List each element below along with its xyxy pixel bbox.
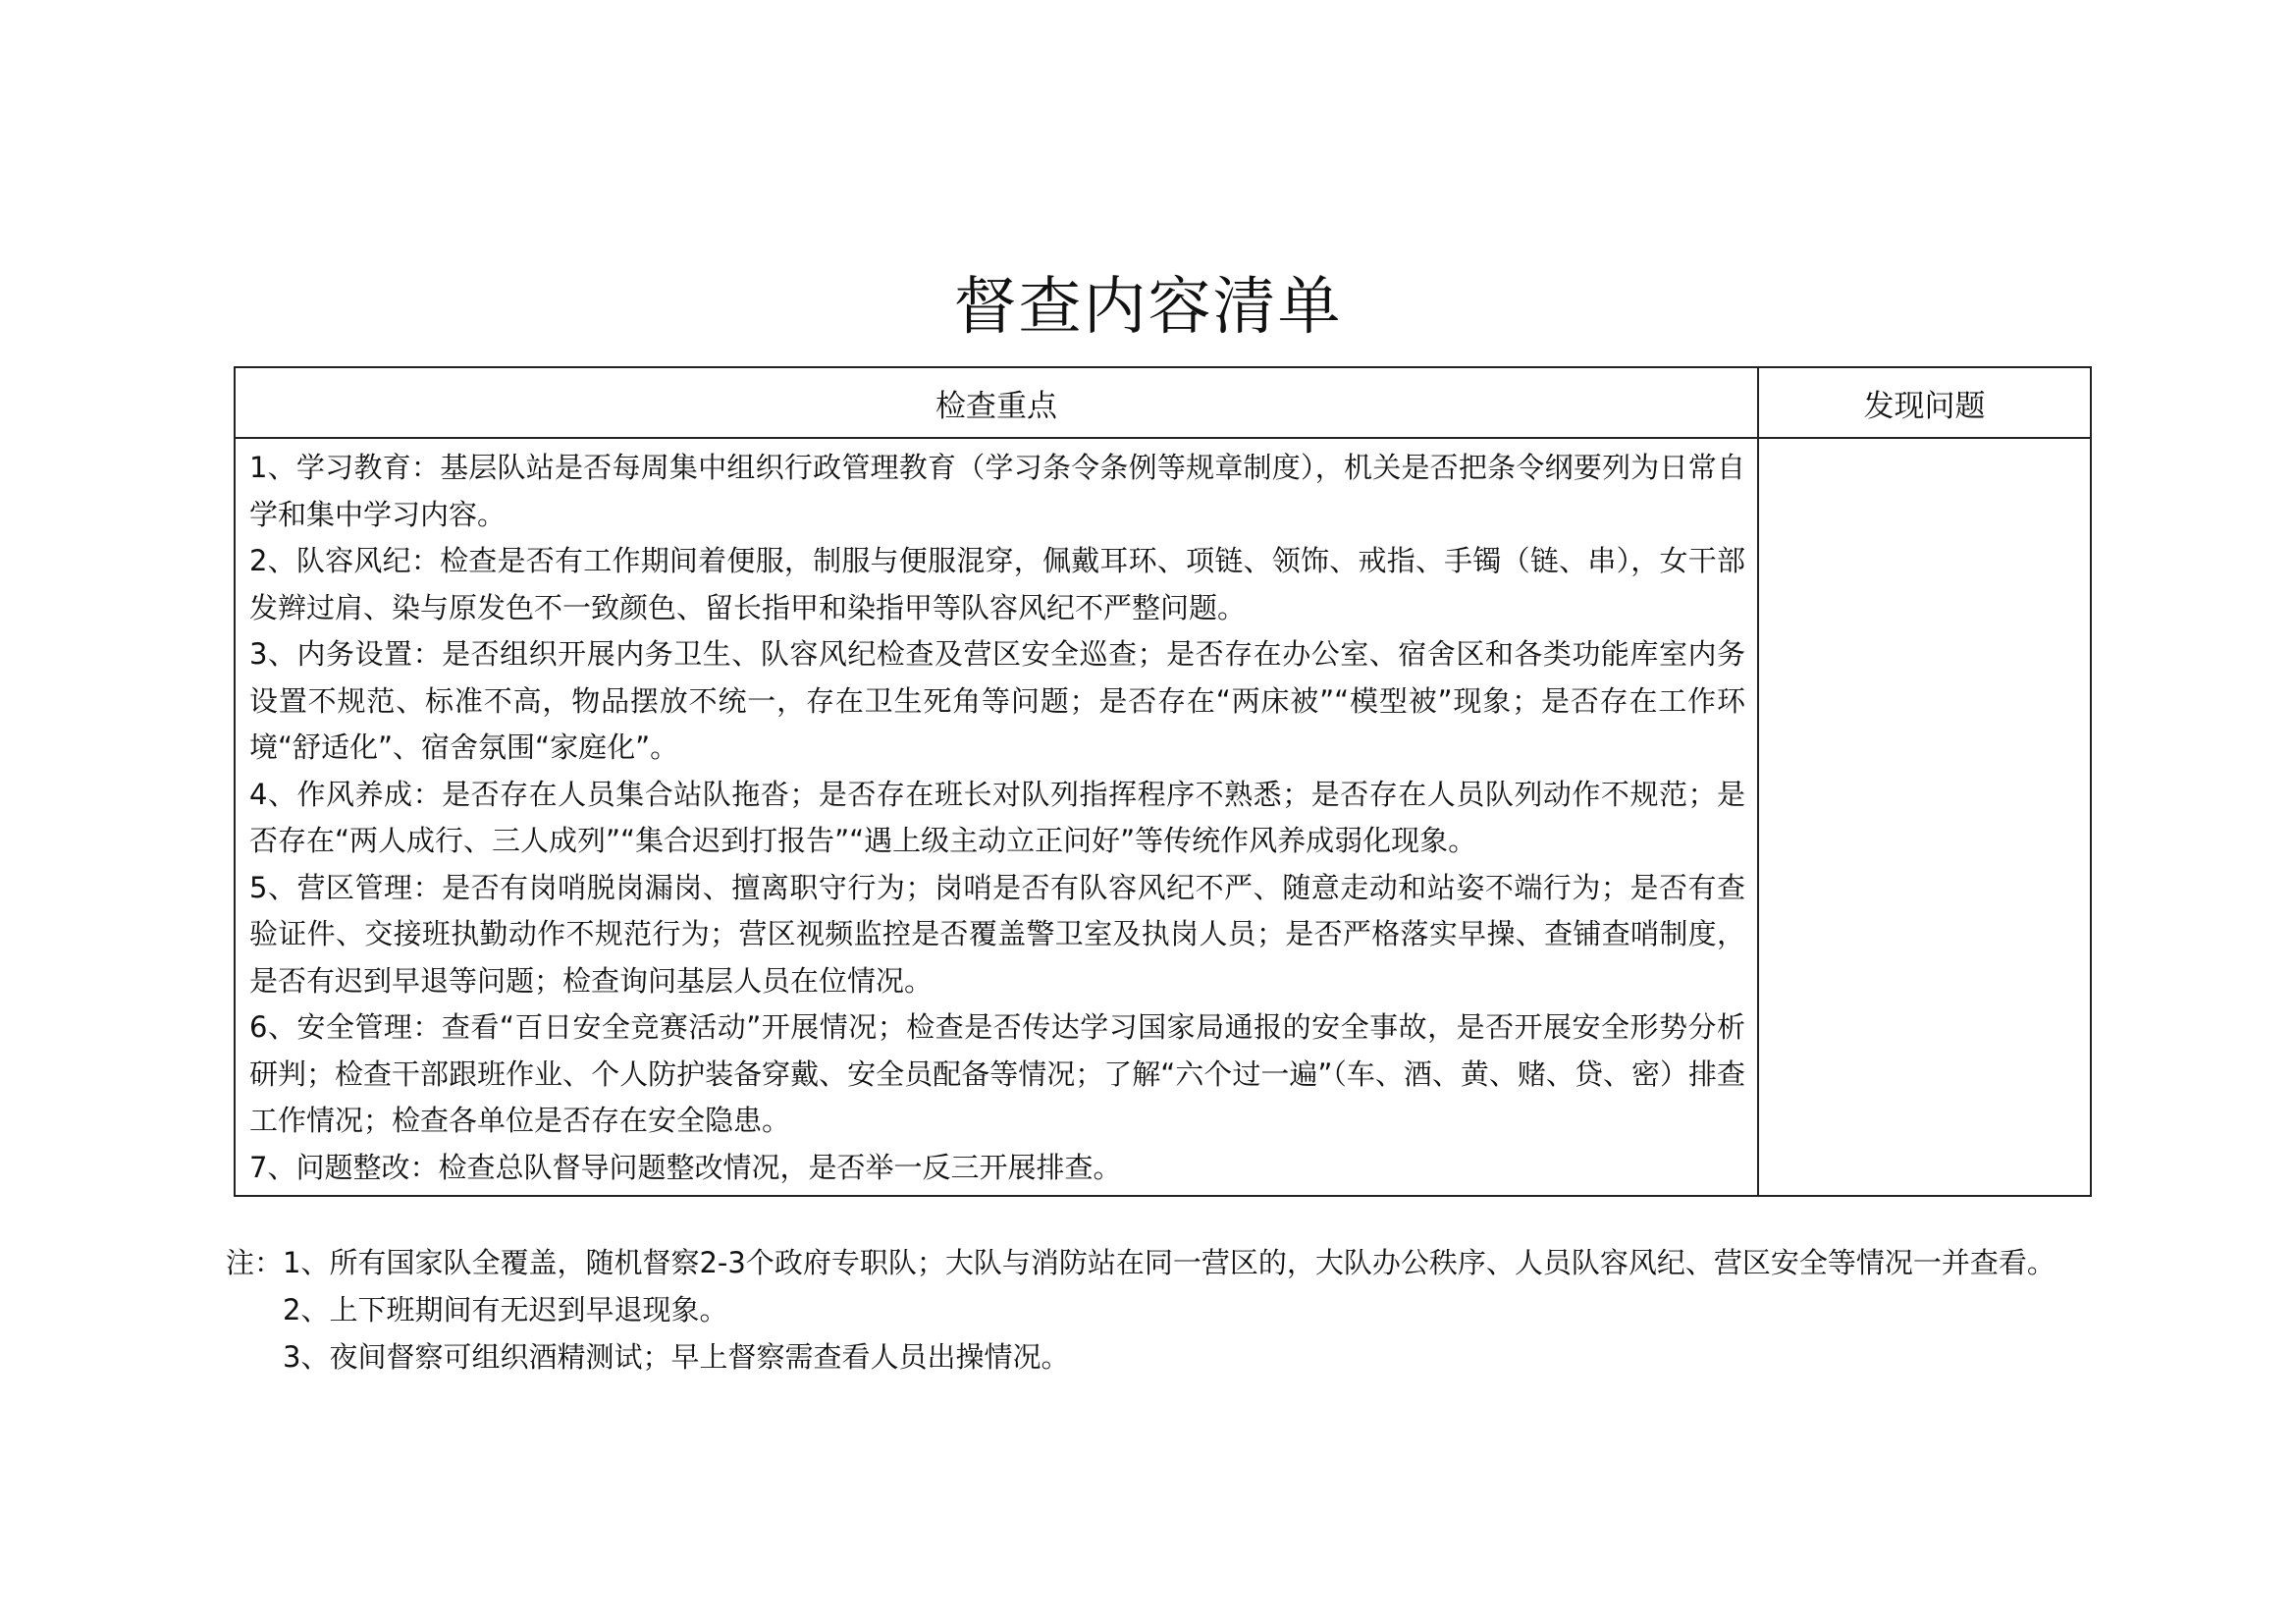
inspection-item-camp-management: 5、营区管理：是否有岗哨脱岗漏岗、擅离职守行为；岗哨是否有队容风纪不严、随意走动和站姿不端行为；是否有查验证件、交接班执勤动作不规范行为；营区视频监控是否覆盖警卫室及执岗人员；是否严格落实早操、查铺查哨制度，是否有迟到早退等问题；检查询问基层人员在位情况。	[249, 870, 1745, 998]
inspection-item-appearance-discipline: 2、队容风纪：检查是否有工作期间着便服，制服与便服混穿，佩戴耳环、项链、领饰、戒指、手镯（链、串），女干部发辫过肩、染与原发色不一致颜色、留长指甲和染指甲等队容风纪不严整问题。	[249, 544, 1745, 624]
inspection-checklist-table	[234, 366, 2092, 1197]
note-item: 1、所有国家队全覆盖，随机督察2-3个政府专职队；大队与消防站在同一营区的，大队办公秩序、人员队容风纪、营区安全等情况一并查看。	[283, 1246, 2056, 1279]
header-inspection-focus: 检查重点	[235, 367, 1758, 438]
table-row	[235, 438, 2091, 1196]
inspection-items-cell	[235, 438, 1758, 1196]
note-item: 3、夜间督察可组织酒精测试；早上督察需查看人员出操情况。	[283, 1340, 1070, 1374]
notes-label: 注：	[226, 1246, 284, 1279]
note-line	[226, 1333, 2091, 1380]
notes-section	[226, 1239, 2091, 1380]
inspection-item-rectification: 7、问题整改：检查总队督导问题整改情况，是否举一反三开展排查。	[249, 1150, 1122, 1184]
note-line	[226, 1286, 2091, 1333]
note-item: 2、上下班期间有无迟到早退现象。	[283, 1293, 728, 1326]
inspection-item-work-style: 4、作风养成：是否存在人员集合站队拖沓；是否存在班长对队列指挥程序不熟悉；是否存在人员队列动作不规范；是否存在“两人成行、三人成列”“集合迟到打报告”“遇上级主动立正问好”等传统作风养成弱化现象。	[249, 777, 1745, 857]
table-header-row	[235, 367, 2091, 438]
inspection-item-safety-management: 6、安全管理：查看“百日安全竞赛活动”开展情况；检查是否传达学习国家局通报的安全事故，是否开展安全形势分析研判；检查干部跟班作业、个人防护装备穿戴、安全员配备等情况；了解“六个过一遍”（车、酒、黄、赌、贷、密）排查工作情况；检查各单位是否存在安全隐患。	[249, 1010, 1745, 1137]
header-found-issues: 发现问题	[1758, 367, 2091, 438]
note-line	[226, 1239, 2091, 1286]
inspection-item-internal-affairs: 3、内务设置：是否组织开展内务卫生、队容风纪检查及营区安全巡查；是否存在办公室、宿舍区和各类功能库室内务设置不规范、标准不高，物品摆放不统一，存在卫生死角等问题；是否存在“两床被”“模型被”现象；是否存在工作环境“舒适化”、宿舍氛围“家庭化”。	[249, 637, 1745, 764]
page-title: 督查内容清单	[953, 271, 1343, 344]
found-issues-cell[interactable]	[1758, 438, 2091, 1196]
inspection-item-study-education: 1、学习教育：基层队站是否每周集中组织行政管理教育（学习条令条例等规章制度），机关是否把条令纲要列为日常自学和集中学习内容。	[249, 451, 1745, 531]
